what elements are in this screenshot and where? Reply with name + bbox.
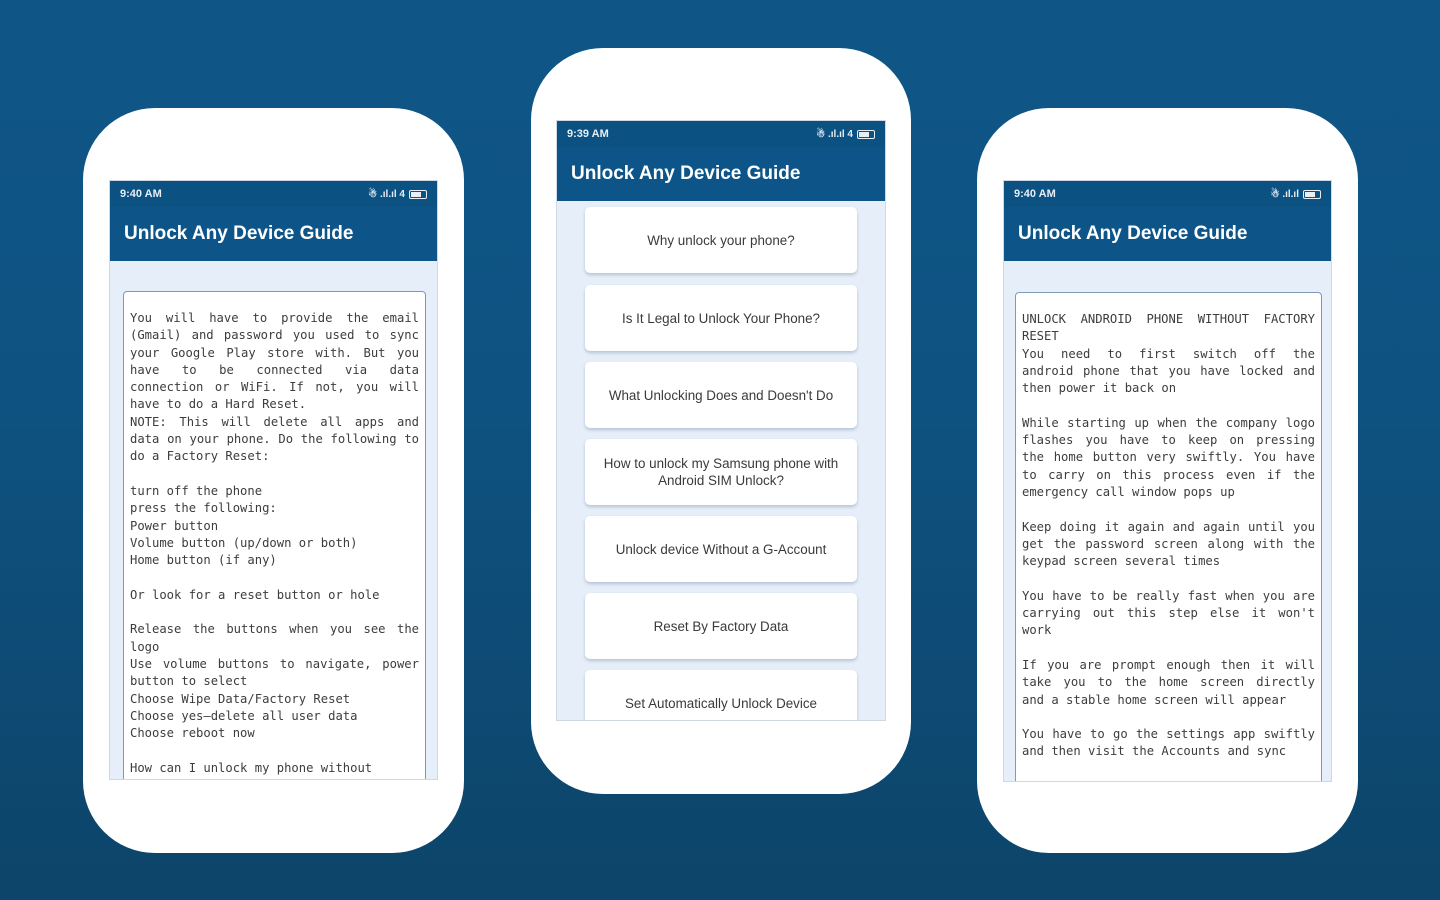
battery-icon <box>857 130 875 139</box>
app-bar-title: Unlock Any Device Guide <box>110 207 437 261</box>
status-bar <box>557 121 885 147</box>
topic-card[interactable]: Is It Legal to Unlock Your Phone? <box>585 285 857 351</box>
status-time: 9:40 AM <box>1014 188 1056 200</box>
phone-right <box>977 108 1358 853</box>
screen-right <box>1003 180 1332 782</box>
signal-icon: ☃ .ıl.ıl 4 <box>368 188 405 200</box>
signal-icon: ☃ .ıl.ıl 4 <box>816 128 853 140</box>
battery-icon <box>1303 190 1321 199</box>
status-icons <box>368 189 427 200</box>
battery-icon <box>409 190 427 199</box>
topic-card[interactable]: Unlock device Without a G-Account <box>585 516 857 582</box>
status-time: 9:39 AM <box>567 128 609 140</box>
app-bar-title: Unlock Any Device Guide <box>1004 207 1331 261</box>
content-area <box>1004 261 1331 781</box>
status-icons <box>1271 189 1321 200</box>
topic-list <box>557 201 885 720</box>
topic-card[interactable]: Why unlock your phone? <box>585 207 857 273</box>
screen-center <box>556 120 886 721</box>
status-bar <box>1004 181 1331 207</box>
content-area <box>110 261 437 779</box>
topic-card[interactable]: Set Automatically Unlock Device <box>585 670 857 721</box>
status-bar <box>110 181 437 207</box>
topic-card[interactable]: What Unlocking Does and Doesn't Do <box>585 362 857 428</box>
topic-card[interactable]: How to unlock my Samsung phone with Android SIM Unlock? <box>585 439 857 505</box>
status-icons <box>816 129 875 140</box>
app-bar-title: Unlock Any Device Guide <box>557 147 885 201</box>
phone-left <box>83 108 464 853</box>
screen-left <box>109 180 438 780</box>
guide-text-card[interactable]: You will have to provide the email (Gmail) and password you used to sync your Google Play store with. But you have to be connected via data connection or WiFi. If not, you will have to do a Hard Reset. NOTE: This will delete all apps and data on your phone. Do the following to do a Factory Reset: turn off the phone press the following: Power button Volume button (up/down or both) Home button (if any) Or look for a reset button or hole Release the buttons when you see the logo Use volume buttons to navigate, power button to select Choose Wipe Data/Factory Reset Choose yes—delete all user data Choose reboot now How can I unlock my phone without <box>123 291 426 780</box>
topic-card[interactable]: Reset By Factory Data <box>585 593 857 659</box>
status-time: 9:40 AM <box>120 188 162 200</box>
guide-text-card[interactable]: UNLOCK ANDROID PHONE WITHOUT FACTORY RESET You need to first switch off the android phone that you have locked and then power it back on While starting up when the company logo flashes you have to keep on pressing the home button very swiftly. You have to carry on this process even if the emergency call window pops up Keep doing it again and again until you get the password screen along with the keypad screen several times You have to be really fast when you are carrying out this step else it won't work If you are prompt enough then it will take you to the home screen directly and a stable home screen will appear You have to go the settings app swiftly and then visit the Accounts and sync <box>1015 292 1322 782</box>
phone-center <box>531 48 911 794</box>
signal-icon: ☃ .ıl.ıl <box>1270 188 1299 200</box>
